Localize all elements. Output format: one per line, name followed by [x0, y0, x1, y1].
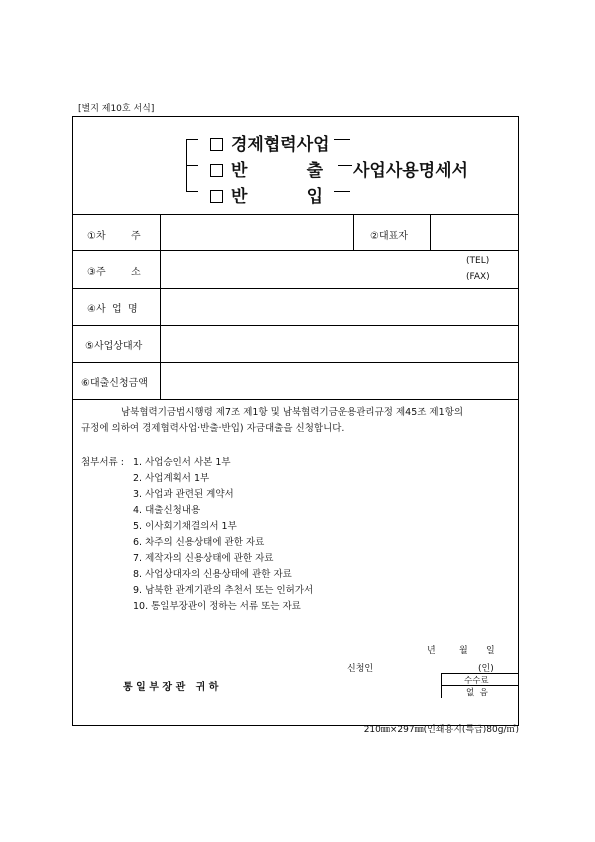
body-line-2: 규정에 의하여 경제협력사업·반출·반입) 자금대출을 신청합니다. [81, 423, 345, 434]
checkbox-icon[interactable] [210, 190, 223, 203]
attachment-item: 6. 차주의 신용상태에 관한 자료 [133, 537, 265, 548]
body-line-1: 남북협력기금법시행령 제7조 제1항 및 남북협력기금운용관리규정 제45조 제1항의 [121, 407, 464, 418]
form-frame [72, 116, 519, 726]
representative-label: ②대표자 [370, 231, 408, 242]
fee-value: 없 음 [466, 688, 488, 698]
attachments-label: 첨부서류 : [81, 457, 124, 468]
checkbox-icon[interactable] [210, 164, 223, 177]
attachment-item: 1. 사업승인서 사본 1부 [133, 457, 231, 468]
attachment-item: 7. 제작자의 신용상태에 관한 자료 [133, 553, 274, 564]
representative-input[interactable] [432, 216, 517, 248]
addressee: 통 일 부 장 관 귀 하 [123, 682, 219, 693]
loan-amount-input[interactable] [162, 364, 516, 397]
date-day: 일 [486, 646, 495, 656]
title-suffix: 사업사용명세서 [353, 161, 468, 181]
date-year: 년 [427, 646, 436, 656]
address-label: ③주 소 [87, 267, 141, 278]
attachment-item: 4. 대출신청내용 [133, 505, 201, 516]
owner-label: ①차 주 [87, 231, 141, 242]
attachment-item: 2. 사업계획서 1부 [133, 473, 210, 484]
fax-label: (FAX) [466, 272, 490, 282]
attachment-item: 3. 사업과 관련된 계약서 [133, 489, 234, 500]
applicant-seal: (인) [478, 664, 494, 674]
attachment-item: 5. 이사회기채결의서 1부 [133, 521, 237, 532]
title-option-export: 반 출 [210, 156, 323, 181]
checkbox-icon[interactable] [210, 138, 223, 151]
title-option-import: 반 입 [210, 182, 323, 207]
form-number: [별지 제10호 서식] [78, 104, 155, 114]
counterpart-label: ⑤사업상대자 [85, 341, 143, 352]
business-name-label: ④사 업 명 [87, 304, 138, 315]
attachment-item: 9. 남북한 관계기관의 추천서 또는 인허가서 [133, 585, 314, 596]
address-input[interactable] [162, 252, 462, 286]
business-name-input[interactable] [162, 290, 516, 323]
title-block [73, 117, 518, 214]
tel-label: (TEL) [466, 256, 490, 266]
fee-label: 수수료 [464, 676, 489, 686]
applicant-label: 신청인 [347, 664, 374, 674]
counterpart-input[interactable] [162, 327, 516, 360]
date-month: 월 [459, 646, 468, 656]
fee-box [441, 673, 518, 698]
title-option-economic: 경제협력사업 [210, 130, 330, 155]
attachment-item: 10. 통일부장관이 정하는 서류 또는 자료 [133, 601, 301, 612]
paper-spec: 210㎜×297㎜(인쇄용지(특급)80g/㎡) [363, 725, 519, 735]
owner-input[interactable] [162, 216, 351, 248]
loan-amount-label: ⑥대출신청금액 [81, 378, 148, 389]
attachment-item: 8. 사업상대자의 신용상태에 관한 자료 [133, 569, 292, 580]
